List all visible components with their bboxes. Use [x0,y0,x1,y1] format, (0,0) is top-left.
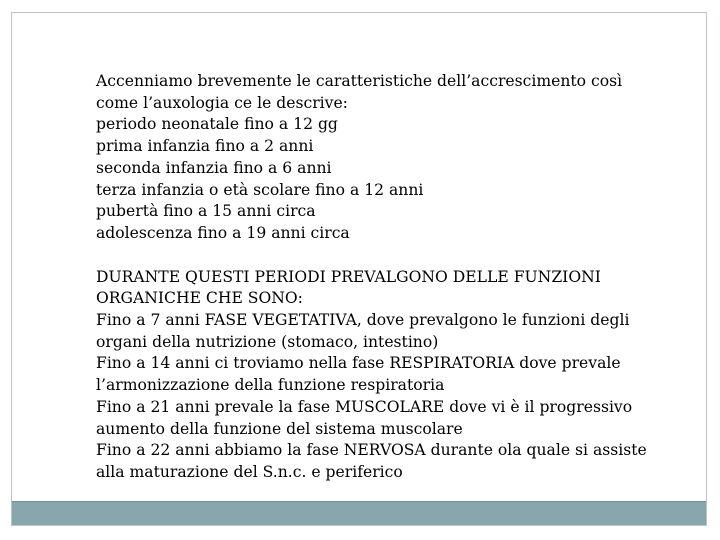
growth-periods-text [96,71,686,245]
text-line: Fino a 14 anni ci troviamo nella fase RESPIRATORIA dove prevale [96,354,621,373]
organic-functions-text [96,267,686,484]
text-line: terza infanzia o età scolare fino a 12 anni [96,180,424,199]
text-line: Fino a 7 anni FASE VEGETATIVA, dove prevalgono le funzioni degli [96,311,630,330]
text-line: l’armonizzazione della funzione respiratoria [96,376,445,395]
text-line: pubertà fino a 15 anni circa [96,202,316,221]
text-line: organi della nutrizione (stomaco, intestino) [96,332,439,351]
text-line: seconda infanzia fino a 6 anni [96,158,332,177]
text-line: come l’auxologia ce le descrive: [96,93,348,112]
text-line: aumento della funzione del sistema muscolare [96,419,463,438]
text-line: ORGANICHE CHE SONO: [96,289,303,308]
text-line: prima infanzia fino a 2 anni [96,137,314,156]
slide-frame [11,12,707,526]
text-line: adolescenza fino a 19 anni circa [96,223,350,242]
footer-bar [12,501,706,525]
text-line: Accenniamo brevemente le caratteristiche dell’accrescimento così [96,72,623,90]
slide-content [96,71,686,484]
text-line: alla maturazione del S.n.c. e periferico [96,462,403,481]
text-line: Fino a 22 anni abbiamo la fase NERVOSA durante ola quale si assiste [96,441,647,460]
text-line: Fino a 21 anni prevale la fase MUSCOLARE dove vi è il progressivo [96,397,633,416]
text-line: periodo neonatale fino a 12 gg [96,115,338,134]
text-line: DURANTE QUESTI PERIODI PREVALGONO DELLE FUNZIONI [96,267,601,286]
